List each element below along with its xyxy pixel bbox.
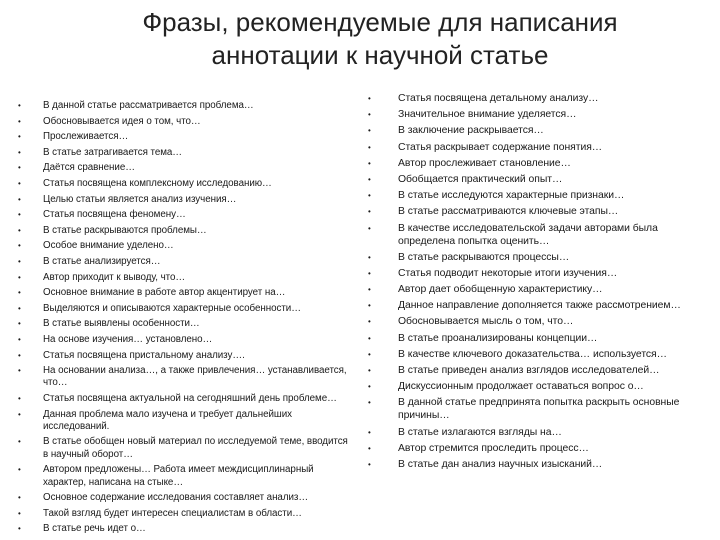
- phrase-list-item: • Обосновывается идея о том, что…: [18, 116, 348, 128]
- phrase-list-item: • Прослеживается…: [18, 131, 348, 143]
- phrase-list-item: • Автор стремится проследить процесс…: [368, 442, 713, 455]
- phrase-list-item: • В статье проанализированы концепции…: [368, 332, 713, 345]
- slide-title: [60, 6, 700, 72]
- phrase-list-item: • В качестве исследовательской задачи авторами была определена попытка оценить…: [368, 222, 713, 248]
- left-phrase-list: [18, 100, 348, 539]
- phrase-list-item: • Автор дает обобщенную характеристику…: [368, 283, 713, 296]
- phrase-list-item: • Дискуссионным продолжает оставаться вопрос о…: [368, 380, 713, 393]
- phrase-list-item: • На основе изучения… установлено…: [18, 334, 348, 346]
- phrase-list-item: • Такой взгляд будет интересен специалистам в области…: [18, 508, 348, 520]
- phrase-list-item: • Автор прослеживает становление…: [368, 157, 713, 170]
- phrase-list-item: • Обобщается практический опыт…: [368, 173, 713, 186]
- phrase-list-item: • Особое внимание уделено…: [18, 240, 348, 252]
- phrase-list-item: • Статья посвящена пристальному анализу….: [18, 350, 348, 362]
- phrase-list-item: • На основании анализа…, а также привлечения… устанавливается, что…: [18, 365, 348, 390]
- phrase-list-item: • В статье выявлены особенности…: [18, 318, 348, 330]
- phrase-list-item: • Основное внимание в работе автор акцентирует на…: [18, 287, 348, 299]
- phrase-list-item: • Целью статьи является анализ изучения…: [18, 194, 348, 206]
- phrase-list-item: • Статья посвящена детальному анализу…: [368, 92, 713, 105]
- phrase-list-item: • В статье анализируется…: [18, 256, 348, 268]
- phrase-list-item: • В статье исследуются характерные признаки…: [368, 189, 713, 202]
- phrase-list-item: • В статье обобщен новый материал по исследуемой теме, вводится в научный оборот…: [18, 436, 348, 461]
- phrase-list-item: • Значительное внимание уделяется…: [368, 108, 713, 121]
- phrase-list-item: • Основное содержание исследования составляет анализ…: [18, 492, 348, 504]
- title-line-1: Фразы, рекомендуемые для написания: [142, 7, 618, 37]
- phrase-list-item: • В качестве ключевого доказательства… используется…: [368, 348, 713, 361]
- phrase-list-item: • Даётся сравнение…: [18, 162, 348, 174]
- phrase-list-item: • В заключение раскрывается…: [368, 124, 713, 137]
- phrase-list-item: • Данная проблема мало изучена и требует дальнейших исследований.: [18, 409, 348, 434]
- phrase-list-item: • Автором предложены… Работа имеет междисциплинарный характер, написана на стыке…: [18, 464, 348, 489]
- title-line-2: аннотации к научной статье: [211, 40, 549, 70]
- phrase-list-item: • В статье излагаются взгляды на…: [368, 426, 713, 439]
- phrase-list-item: • Статья посвящена комплексному исследованию…: [18, 178, 348, 190]
- phrase-list-item: • Выделяются и описываются характерные особенности…: [18, 303, 348, 315]
- phrase-list-item: • Данное направление дополняется также рассмотрением…: [368, 299, 713, 312]
- phrase-list-item: • В статье дан анализ научных изысканий…: [368, 458, 713, 471]
- phrase-list-item: • Статья раскрывает содержание понятия…: [368, 141, 713, 154]
- phrase-list-item: • Обосновывается мысль о том, что…: [368, 315, 713, 328]
- right-phrase-list: [368, 92, 713, 474]
- phrase-list-item: • В данной статье предпринята попытка раскрыть основные причины…: [368, 396, 713, 422]
- phrase-list-item: • Статья посвящена феномену…: [18, 209, 348, 221]
- phrase-list-item: • Автор приходит к выводу, что…: [18, 272, 348, 284]
- phrase-list-item: • В статье затрагивается тема…: [18, 147, 348, 159]
- phrase-list-item: • В данной статье рассматривается проблема…: [18, 100, 348, 112]
- phrase-list-item: • В статье раскрываются проблемы…: [18, 225, 348, 237]
- phrase-list-item: • Статья подводит некоторые итоги изучения…: [368, 267, 713, 280]
- phrase-list-item: • В статье приведен анализ взглядов исследователей…: [368, 364, 713, 377]
- phrase-list-item: • В статье речь идет о…: [18, 523, 348, 535]
- phrase-list-item: • В статье раскрываются процессы…: [368, 251, 713, 264]
- phrase-list-item: • Статья посвящена актуальной на сегодняшний день проблеме…: [18, 393, 348, 405]
- phrase-list-item: • В статье рассматриваются ключевые этапы…: [368, 205, 713, 218]
